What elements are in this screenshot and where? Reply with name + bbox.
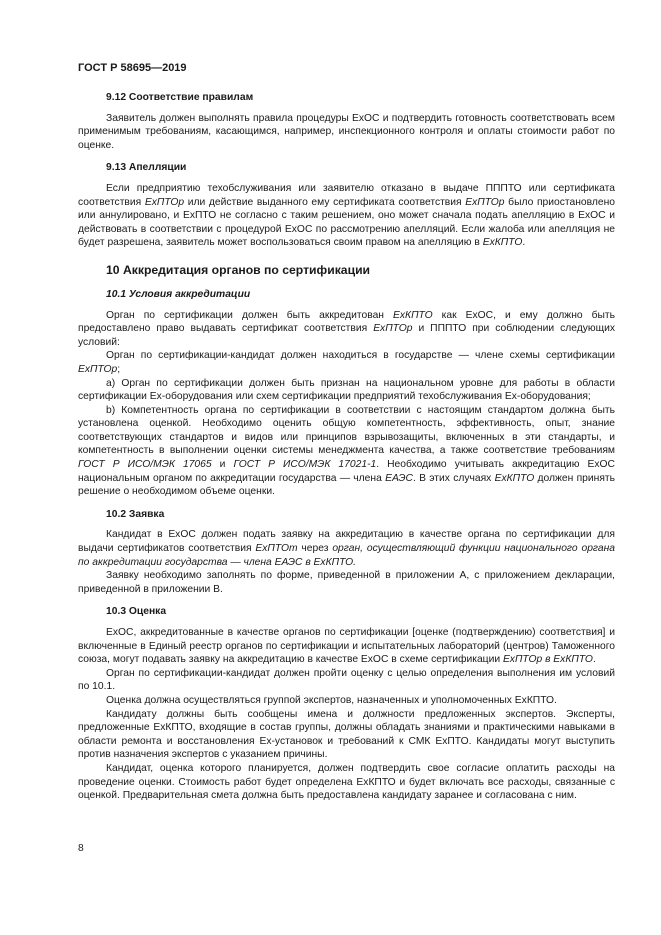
section-10-2-paragraph-2: Заявку необходимо заполнять по форме, приведенной в приложении А, с приложением декларации, приведенной в приложении В. (78, 570, 615, 595)
section-10-1-item-b: b) Компетентность органа по сертификации в соответствии с настоящим стандартом должна быть установлена оценкой. Необходимо оценить общую компетентность, эффективность, опыт, знание соответствующих стандартов и видов или принципов взрывозащиты, включенных в эти стандарты, и компетентность в выполнении оценки системы менеджмента качества, а также соответствие требованиям ГОСТ Р ИСО/МЭК 17065 и ГОСТ Р ИСО/МЭК 17021-1. Необходимо учитывать аккредитацию ExOC национальным органом по аккредитации государства — члена ЕАЭС. В этих случаях ExКПТО должен принять решение о необходимом объеме оценки. (78, 404, 615, 498)
section-9-12-heading: 9.12 Соответствие правилам (106, 92, 254, 103)
section-10-heading: 10 Аккредитация органов по сертификации (106, 262, 371, 277)
page-number: 8 (78, 843, 84, 854)
section-10-2-heading: 10.2 Заявка (106, 508, 165, 520)
section-10-1-item-a: а) Орган по сертификации должен быть признан на национальном уровне для работы в области сертификации Ex-оборудования или схем сертификации предприятий техобслуживания Ex-оборудования; (78, 377, 615, 403)
standard-designation: ГОСТ Р 58695—2019 (78, 62, 187, 74)
section-10-1-paragraph-1: Орган по сертификации должен быть аккредитован ExКПТО как ExOC, и ему должно быть предоставлено право выдавать сертификат соответствия ExПТОр и ПППТО при соблюдении следующих условий: (78, 309, 615, 348)
document-body (78, 91, 615, 803)
section-10-3-paragraph-3: Оценка должна осуществляться группой экспертов, назначенных и уполномоченных ExКПТО. (106, 694, 557, 706)
section-10-3-paragraph-1: ExOC, аккредитованные в качестве органов по сертификации [оценке (подтверждению) соответствия] и включенные в Единый реестр органов по сертификации и испытательных лабораторий (центров) Таможенного союза, могут подавать заявку на аккредитацию в качестве ExOC в схеме сертификации ExПТОр в ExКПТО. (78, 627, 615, 666)
section-9-12-paragraph: Заявитель должен выполнять правила процедуры ExOC и подтвердить готовность соответствовать всем применимым требованиям, касающимся, например, инспекционного контроля и оплаты стоимости работ по оценке. (78, 112, 615, 151)
section-10-3-heading: 10.3 Оценка (106, 606, 167, 618)
section-10-1-paragraph-2: Орган по сертификации-кандидат должен находиться в государстве — члене схемы сертификации ExПТОр; (78, 350, 615, 375)
section-9-13-paragraph: Если предприятию техобслуживания или заявителю отказано в выдаче ПППТО или сертификата соответствия ExПТОр или действие выданного ему сертификата соответствия ExПТОр было приостановлено или аннулировано, и ExПТО не согласно с таким решением, оно может сначала подать апелляцию в ExOC и действовать в соответствии с процедурой ExOC по рассмотрению апелляций. Если жалоба или апелляция не будет разрешена, заявитель может воспользоваться своим правом на апелляцию в ExКПТО. (78, 182, 615, 249)
section-10-3-paragraph-4: Кандидату должны быть сообщены имена и должности предложенных экспертов. Эксперты, предложенные ExКПТО, входящие в состав группы, должны обладать знаниями и практическими навыками в области ремонта и восстановления Ex-установок и требований к СМК ExПТО. Кандидаты могут выступить против назначения экспертов с указанием причины. (78, 708, 615, 761)
section-10-2-paragraph-1: Кандидат в ExOC должен подать заявку на аккредитацию в качестве органа по сертификации для выдачи сертификатов соответствия ExПТОт через орган, осуществляющий функции национального органа по аккредитации государства — члена ЕАЭС в ExКПТО. (78, 529, 616, 568)
section-10-1-heading: 10.1 Условия аккредитации (106, 288, 251, 300)
section-10-3-paragraph-5: Кандидат, оценка которого планируется, должен подтвердить свое согласие оплатить расходы на проведение оценки. Стоимость работ будет определена ExКПТО и будет включать все расходы, связанные с оценкой. Предварительная смета должна быть предоставлена кандидату заранее и согласована с ним. (78, 762, 615, 802)
section-9-13-heading: 9.13 Апелляции (106, 162, 187, 174)
section-10-3-paragraph-2: Орган по сертификации-кандидат должен пройти оценку с целью определения выполнения им условий по 10.1. (78, 667, 615, 693)
